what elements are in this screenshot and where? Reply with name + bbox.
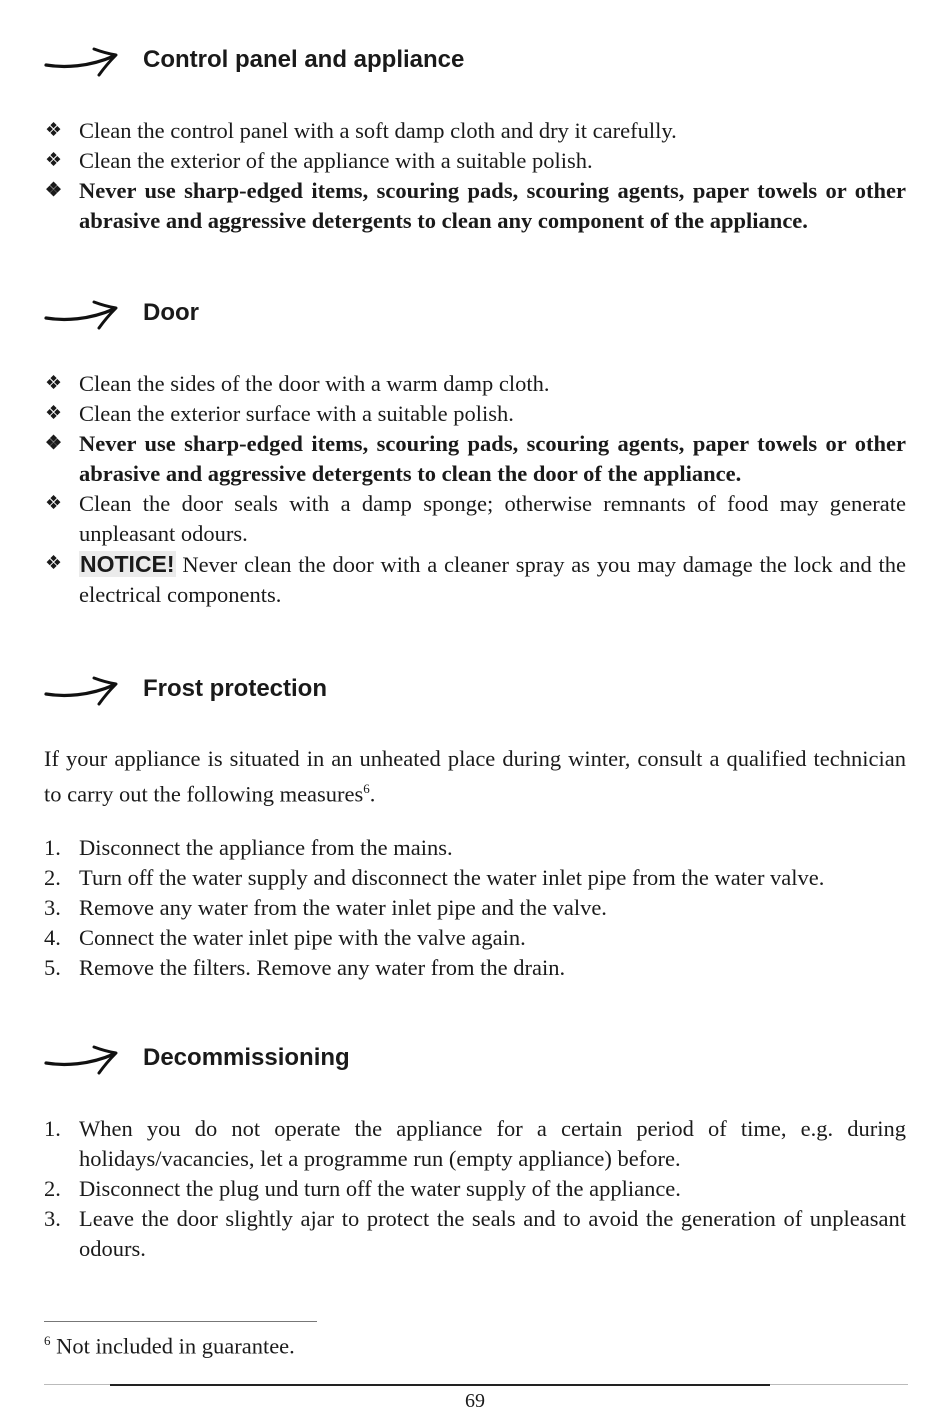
notice-label: NOTICE!: [80, 551, 175, 577]
footnote: [44, 1333, 295, 1360]
step-item: 4. Connect the water inlet pipe with the valve again.: [44, 925, 526, 950]
section-heading-decommissioning: [44, 1038, 350, 1078]
footer-divider-accent: [110, 1384, 770, 1386]
footnote-divider: [44, 1321, 317, 1322]
section-title: Decommissioning: [143, 1044, 350, 1071]
step-item: 2. Disconnect the plug und turn off the water supply of the appliance.: [44, 1176, 681, 1201]
step-item: 3. Leave the door slightly ajar to protect the seals and to avoid the generation of unpleasant odours.: [44, 1206, 906, 1261]
arrow-icon: [44, 43, 120, 77]
section-heading-door: [44, 293, 199, 333]
bullet-icon: ❖: [45, 180, 63, 201]
section-title: Frost protection: [143, 675, 327, 702]
list-item-warning: ❖ Never use sharp-edged items, scouring pads, scouring agents, paper towels or other abrasive and aggressive detergents to clean any component of the appliance.: [45, 178, 906, 233]
page-number: 69: [465, 1390, 485, 1412]
section-title: Door: [143, 299, 199, 326]
bullet-icon: ❖: [45, 150, 63, 171]
footnote-reference: 6: [363, 781, 370, 796]
arrow-icon: [44, 672, 120, 706]
list-item-notice: [44, 549, 906, 610]
bullet-icon: ❖: [45, 373, 63, 394]
list-item: ❖ Clean the door seals with a damp sponge; otherwise remnants of food may generate unpleasant odours.: [45, 491, 906, 546]
footnote-text: Not included in guarantee.: [50, 1333, 295, 1359]
decommissioning-steps: [44, 1114, 906, 1264]
list-item: ❖ Clean the control panel with a soft damp cloth and dry it carefully.: [44, 116, 906, 146]
bullet-icon: ❖: [45, 433, 63, 454]
bullet-icon: ❖: [45, 553, 63, 574]
notice-text: Never clean the door with a cleaner spray as you may damage the lock and the electrical components.: [79, 552, 906, 607]
bullet-icon: ❖: [45, 120, 63, 141]
step-item: 3. Remove any water from the water inlet pipe and the valve.: [44, 895, 607, 920]
step-item: 1. Disconnect the appliance from the mains.: [44, 835, 453, 860]
list-item: ❖ Clean the exterior surface with a suitable polish.: [44, 399, 906, 429]
bullet-icon: ❖: [45, 493, 63, 514]
arrow-icon: [44, 1041, 120, 1075]
door-list: [44, 369, 906, 610]
control-panel-list: [44, 116, 906, 236]
bullet-icon: ❖: [45, 403, 63, 424]
arrow-icon: [44, 296, 120, 330]
step-item: 5. Remove the filters. Remove any water from the drain.: [44, 955, 566, 980]
section-heading-control-panel: [44, 40, 465, 80]
step-item: 1. When you do not operate the appliance for a certain period of time, e.g. during holidays/vacancies, let a programme run (empty appliance) before.: [44, 1116, 906, 1171]
list-item: ❖ Clean the sides of the door with a warm damp cloth.: [44, 369, 906, 399]
footnote-number: 6: [44, 1333, 51, 1348]
frost-steps: [44, 833, 906, 983]
list-item: ❖ Clean the exterior of the appliance with a suitable polish.: [44, 146, 906, 176]
section-title: Control panel and appliance: [143, 46, 465, 73]
section-heading-frost: [44, 669, 327, 709]
frost-intro: If your appliance is situated in an unheated place during winter, consult a qualified technician to carry out the following measures$^6$.: [44, 746, 906, 807]
step-item: 2. Turn off the water supply and disconnect the water inlet pipe from the water valve.: [44, 865, 825, 890]
list-item-warning: ❖ Never use sharp-edged items, scouring pads, scouring agents, paper towels or other abrasive and aggressive detergents to clean the door of the appliance.: [45, 431, 906, 486]
